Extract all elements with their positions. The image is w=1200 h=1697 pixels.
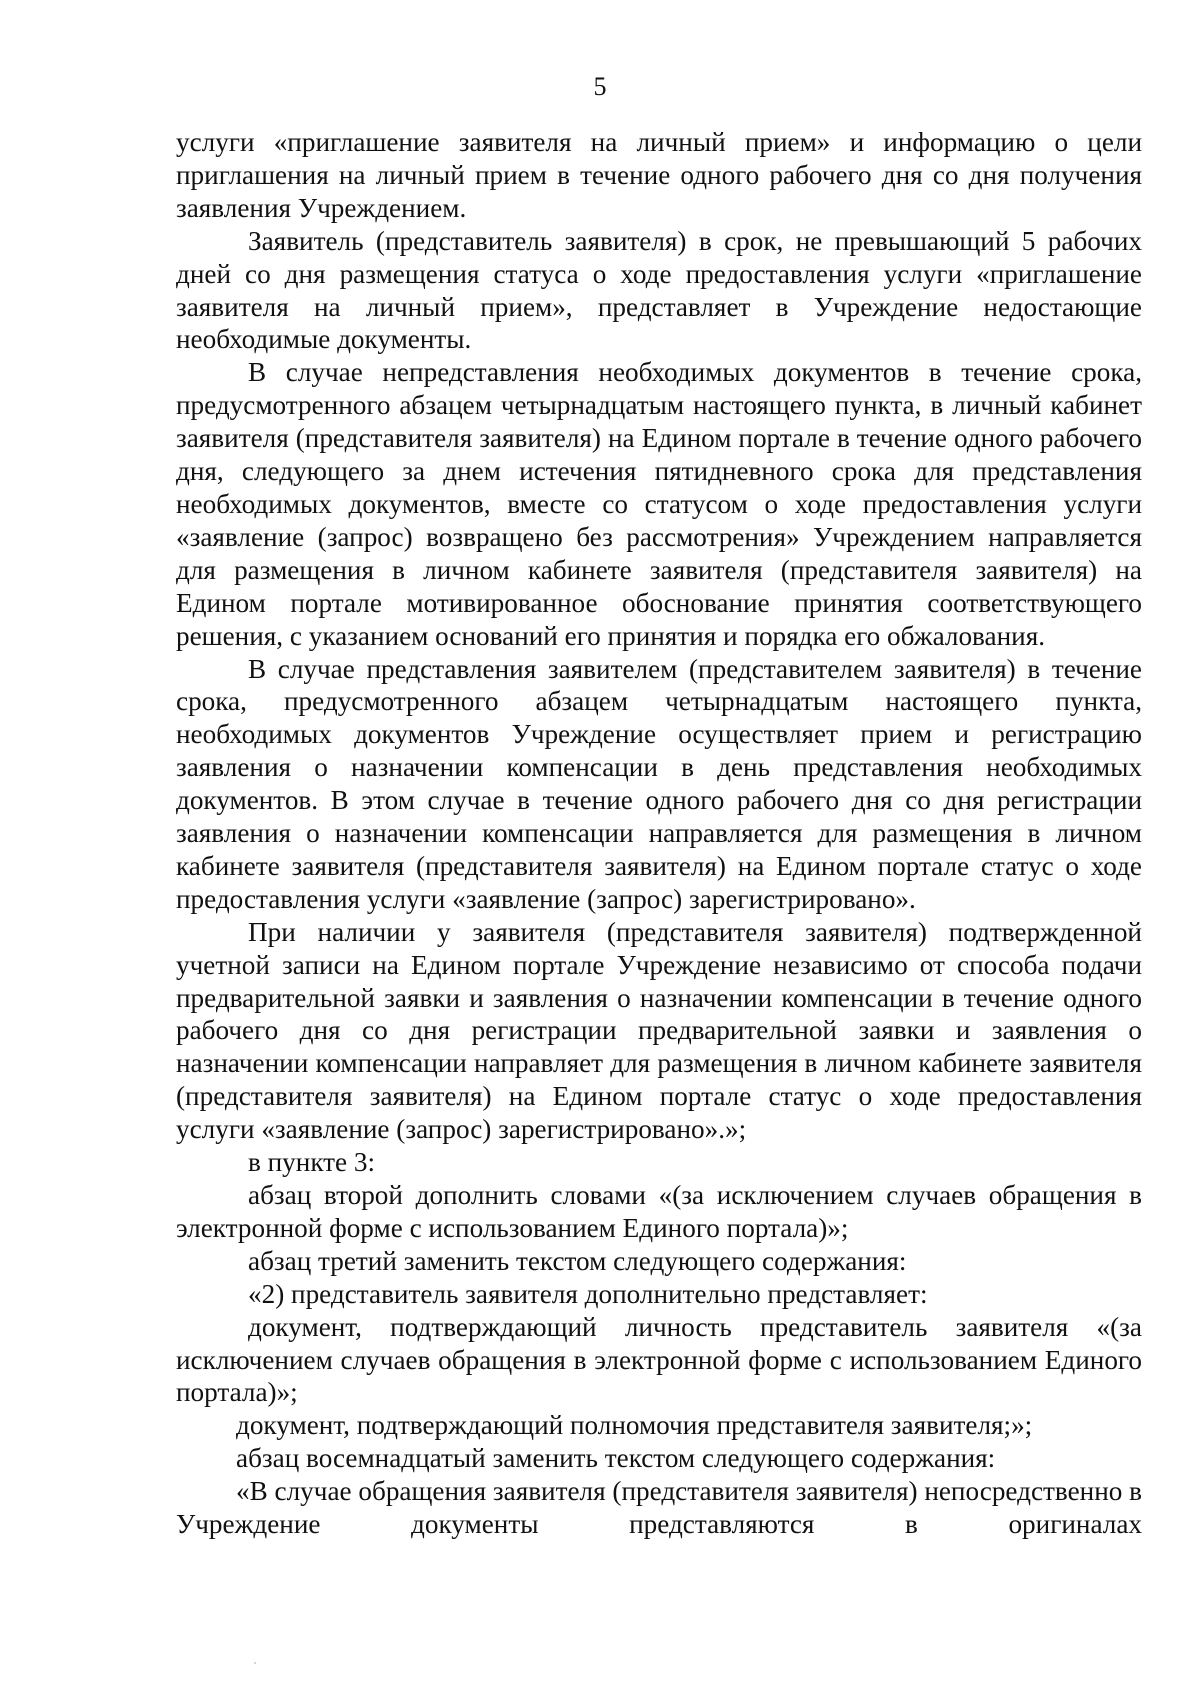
paragraph: документ, подтверждающий личность представитель заявителя «(за исключением случаев обращения в электронной форме с использованием Единого портала)»; (176, 1311, 1142, 1408)
scan-speck (254, 1662, 256, 1664)
paragraph: абзац восемнадцатый заменить текстом следующего содержания: (236, 1443, 996, 1474)
paragraph: «В случае обращения заявителя (представителя заявителя) непосредственно в Учреждение документы представляются в оригиналах (176, 1476, 1142, 1540)
paragraph: В случае непредставления необходимых документов в течение срока, предусмотренного абзацем четырнадцатым настоящего пункта, в личный кабинет заявителя (представителя заявителя) на Едином портале в течение одного рабочего дня, следующего за днем истечения пятидневного срока для представления необходимых документов, вместе со статусом о ходе предоставления услуги «заявление (запрос) возвращено без рассмотрения» Учреждением направляется для размещения в личном кабинете заявителя (представителя заявителя) на Едином портале мотивированное обоснование принятия соответствующего решения, с указанием оснований его принятия и порядка его обжалования. (176, 357, 1142, 651)
paragraph: услуги «приглашение заявителя на личный прием» и информацию о цели приглашения на личный прием в течение одного рабочего дня со дня получения заявления Учреждением. (176, 127, 1142, 223)
document-body (176, 126, 1142, 1541)
paragraph: «2) представитель заявителя дополнительно представляет: (248, 1278, 928, 1309)
paragraph: Заявитель (представитель заявителя) в срок, не превышающий 5 рабочих дней со дня размещения статуса о ходе предоставления услуги «приглашение заявителя на личный прием», представляет в Учреждение недостающие необходимые документы. (176, 225, 1142, 355)
paragraph: абзац третий заменить текстом следующего содержания: (248, 1245, 907, 1276)
paragraph: в пункте 3: (248, 1147, 376, 1178)
paragraph: В случае представления заявителем (представителем заявителя) в течение срока, предусмотренного абзацем четырнадцатым настоящего пункта, необходимых документов Учреждение осуществляет прием и регистрацию заявления о назначении компенсации в день представления необходимых документов. В этом случае в течение одного рабочего дня со дня регистрации заявления о назначении компенсации направляется для размещения в личном кабинете заявителя (представителя заявителя) на Едином портале статус о ходе предоставления услуги «заявление (запрос) зарегистрировано». (176, 653, 1142, 914)
paragraph: абзац второй дополнить словами «(за исключением случаев обращения в электронной форме с использованием Единого портала)»; (176, 1180, 1142, 1243)
page-number: 5 (593, 72, 607, 101)
paragraph: документ, подтверждающий полномочия представителя заявителя;»; (236, 1410, 1033, 1441)
paragraph: При наличии у заявителя (представителя заявителя) подтвержденной учетной записи на Едином портале Учреждение независимо от способа подачи предварительной заявки и заявления о назначении компенсации в течение одного рабочего дня со дня регистрации предварительной заявки и заявления о назначении компенсации направляет для размещения в личном кабинете заявителя (представителя заявителя) на Едином портале статус о ходе предоставления услуги «заявление (запрос) зарегистрировано».»; (176, 916, 1142, 1145)
